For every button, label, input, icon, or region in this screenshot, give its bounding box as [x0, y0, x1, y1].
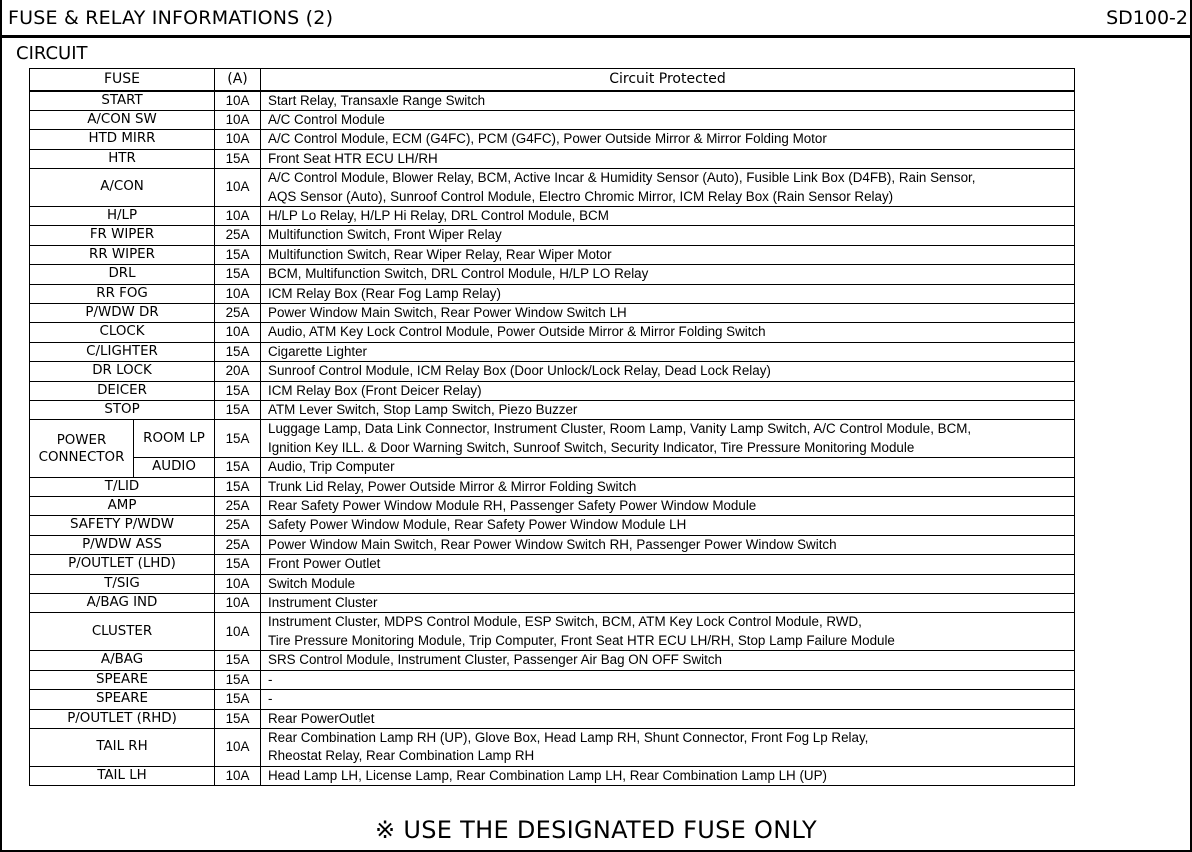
section-label: CIRCUIT: [16, 43, 88, 64]
circuit-cell: [261, 303, 1075, 322]
table-row: [30, 535, 1075, 554]
circuit-cell: [261, 497, 1075, 516]
table-row: [30, 728, 1075, 766]
table-row: [30, 206, 1075, 225]
circuit-line: A/C Control Module: [268, 111, 385, 127]
circuit-line: -: [268, 671, 273, 687]
circuit-cell: [261, 381, 1075, 400]
amperage-cell: 15A: [215, 709, 261, 728]
amperage-cell: 15A: [215, 477, 261, 496]
fuse-group-label: CONNECTOR: [38, 449, 125, 465]
fuse-name-cell: SPEARE: [30, 690, 215, 709]
circuit-cell: [261, 401, 1075, 420]
amperage-cell: 15A: [215, 555, 261, 574]
circuit-line: Luggage Lamp, Data Link Connector, Instrument Cluster, Room Lamp, Vanity Lamp Switch, A/C Control Module, BCM,: [268, 421, 972, 437]
fuse-name-cell: DR LOCK: [30, 362, 215, 381]
table-row: [30, 169, 1075, 207]
circuit-line: Ignition Key ILL. & Door Warning Switch, Sunroof Switch, Security Indicator, Tire Pressure Monitoring Module: [268, 439, 915, 455]
fuse-name-cell: ROOM LP: [134, 420, 215, 458]
fuse-name-cell: A/BAG: [30, 651, 215, 670]
circuit-line: Rear Safety Power Window Module RH, Passenger Safety Power Window Module: [268, 498, 757, 514]
circuit-cell: [261, 323, 1075, 342]
circuit-cell: [261, 574, 1075, 593]
amperage-cell: 15A: [215, 245, 261, 264]
circuit-cell: [261, 690, 1075, 709]
amperage-cell: 10A: [215, 728, 261, 766]
fuse-name-cell: STOP: [30, 401, 215, 420]
table-row: [30, 670, 1075, 689]
circuit-line: Sunroof Control Module, ICM Relay Box (Door Unlock/Lock Relay, Dead Lock Relay): [268, 363, 771, 379]
amperage-cell: 10A: [215, 766, 261, 785]
circuit-line: Multifunction Switch, Rear Wiper Relay, Rear Wiper Motor: [268, 246, 612, 262]
table-row: [30, 245, 1075, 264]
circuit-line: Front Seat HTR ECU LH/RH: [268, 150, 438, 166]
circuit-line: Audio, ATM Key Lock Control Module, Power Outside Mirror & Mirror Folding Switch: [268, 324, 766, 340]
circuit-line: A/C Control Module, ECM (G4FC), PCM (G4FC), Power Outside Mirror & Mirror Folding Motor: [268, 131, 827, 147]
circuit-line: Power Window Main Switch, Rear Power Window Switch RH, Passenger Power Window Switch: [268, 536, 837, 552]
table-row: [30, 477, 1075, 496]
fuse-name-cell: CLUSTER: [30, 613, 215, 651]
circuit-line: Multifunction Switch, Front Wiper Relay: [268, 227, 502, 243]
circuit-cell: [261, 206, 1075, 225]
table-row: [30, 284, 1075, 303]
table-row: [30, 420, 1075, 458]
circuit-cell: [261, 651, 1075, 670]
fuse-name-cell: AUDIO: [134, 458, 215, 477]
table-row: [30, 458, 1075, 477]
amperage-cell: 10A: [215, 284, 261, 303]
amperage-cell: 15A: [215, 690, 261, 709]
table-row: [30, 265, 1075, 284]
circuit-line: BCM, Multifunction Switch, DRL Control Module, H/LP LO Relay: [268, 266, 649, 282]
amperage-cell: 10A: [215, 323, 261, 342]
header-bar: [0, 0, 1192, 38]
circuit-line: AQS Sensor (Auto), Sunroof Control Module, Electro Chromic Mirror, ICM Relay Box (Rain Sensor Relay): [268, 188, 894, 204]
fuse-name-cell: A/CON SW: [30, 110, 215, 129]
fuse-name-cell: CLOCK: [30, 323, 215, 342]
fuse-group-cell: [30, 420, 134, 477]
table-row: [30, 303, 1075, 322]
amperage-cell: 15A: [215, 381, 261, 400]
table-row: [30, 110, 1075, 129]
circuit-cell: [261, 362, 1075, 381]
fuse-name-cell: A/CON: [30, 169, 215, 207]
table-row: [30, 516, 1075, 535]
fuse-name-cell: SAFETY P/WDW: [30, 516, 215, 535]
table-row: [30, 690, 1075, 709]
fuse-name-cell: T/SIG: [30, 574, 215, 593]
circuit-cell: [261, 265, 1075, 284]
table-row: [30, 226, 1075, 245]
fuse-name-cell: RR WIPER: [30, 245, 215, 264]
circuit-cell: [261, 555, 1075, 574]
column-header-fuse: FUSE: [30, 69, 215, 91]
circuit-cell: [261, 245, 1075, 264]
fuse-name-cell: P/WDW ASS: [30, 535, 215, 554]
circuit-cell: [261, 477, 1075, 496]
fuse-name-cell: TAIL RH: [30, 728, 215, 766]
fuse-name-cell: P/OUTLET (RHD): [30, 709, 215, 728]
document-code: SD100-2: [1106, 7, 1188, 29]
circuit-cell: [261, 709, 1075, 728]
amperage-cell: 25A: [215, 303, 261, 322]
circuit-line: Rear Combination Lamp RH (UP), Glove Box, Head Lamp RH, Shunt Connector, Front Fog Lp Relay,: [268, 729, 869, 745]
fuse-name-cell: HTR: [30, 149, 215, 168]
table-row: [30, 130, 1075, 149]
circuit-line: A/C Control Module, Blower Relay, BCM, Active Incar & Humidity Sensor (Auto), Fusible Link Box (D4FB), Rain Sensor,: [268, 170, 976, 186]
circuit-cell: [261, 516, 1075, 535]
amperage-cell: 15A: [215, 670, 261, 689]
amperage-cell: 10A: [215, 594, 261, 613]
fuse-name-cell: SPEARE: [30, 670, 215, 689]
fuse-name-cell: H/LP: [30, 206, 215, 225]
circuit-line: Front Power Outlet: [268, 556, 381, 572]
circuit-line: Head Lamp LH, License Lamp, Rear Combination Lamp LH, Rear Combination Lamp LH (UP): [268, 767, 827, 783]
circuit-line: Switch Module: [268, 575, 356, 591]
amperage-cell: 10A: [215, 91, 261, 111]
amperage-cell: 10A: [215, 130, 261, 149]
table-row: [30, 574, 1075, 593]
column-header-amperage: (A): [215, 69, 261, 91]
table-row: [30, 594, 1075, 613]
table-row: [30, 401, 1075, 420]
circuit-cell: [261, 613, 1075, 651]
circuit-line: -: [268, 691, 273, 707]
amperage-cell: 25A: [215, 535, 261, 554]
circuit-cell: [261, 110, 1075, 129]
amperage-cell: 15A: [215, 149, 261, 168]
table-row: [30, 555, 1075, 574]
circuit-cell: [261, 766, 1075, 785]
circuit-line: Instrument Cluster: [268, 595, 378, 611]
circuit-line: SRS Control Module, Instrument Cluster, Passenger Air Bag ON OFF Switch: [268, 652, 722, 668]
fuse-name-cell: START: [30, 91, 215, 111]
circuit-line: Rear PowerOutlet: [268, 710, 375, 726]
circuit-line: Safety Power Window Module, Rear Safety Power Window Module LH: [268, 517, 687, 533]
circuit-line: Tire Pressure Monitoring Module, Trip Computer, Front Seat HTR ECU LH/RH, Stop Lamp Failure Module: [268, 632, 895, 648]
circuit-cell: [261, 420, 1075, 458]
table-header-row: [30, 69, 1075, 91]
table-row: [30, 323, 1075, 342]
table-row: [30, 766, 1075, 785]
fuse-table: [29, 68, 1075, 786]
circuit-cell: [261, 149, 1075, 168]
circuit-line: ICM Relay Box (Front Deicer Relay): [268, 382, 482, 398]
circuit-cell: [261, 284, 1075, 303]
fuse-name-cell: RR FOG: [30, 284, 215, 303]
table-row: [30, 342, 1075, 361]
table-row: [30, 91, 1075, 111]
circuit-line: ICM Relay Box (Rear Fog Lamp Relay): [268, 285, 501, 301]
page-title: FUSE & RELAY INFORMATIONS (2): [8, 7, 334, 29]
amperage-cell: 20A: [215, 362, 261, 381]
table-row: [30, 149, 1075, 168]
amperage-cell: 25A: [215, 516, 261, 535]
footer-note: ※ USE THE DESIGNATED FUSE ONLY: [375, 816, 817, 844]
circuit-cell: [261, 342, 1075, 361]
table-row: [30, 651, 1075, 670]
fuse-name-cell: FR WIPER: [30, 226, 215, 245]
column-header-circuit: Circuit Protected: [261, 69, 1075, 91]
fuse-name-cell: DRL: [30, 265, 215, 284]
circuit-line: Rheostat Relay, Rear Combination Lamp RH: [268, 748, 535, 764]
amperage-cell: 10A: [215, 574, 261, 593]
table-row: [30, 362, 1075, 381]
circuit-line: Start Relay, Transaxle Range Switch: [268, 92, 486, 108]
circuit-line: Trunk Lid Relay, Power Outside Mirror & Mirror Folding Switch: [268, 478, 637, 494]
circuit-cell: [261, 535, 1075, 554]
fuse-name-cell: C/LIGHTER: [30, 342, 215, 361]
table-row: [30, 497, 1075, 516]
fuse-name-cell: P/WDW DR: [30, 303, 215, 322]
fuse-name-cell: T/LID: [30, 477, 215, 496]
circuit-line: Cigarette Lighter: [268, 343, 368, 359]
amperage-cell: 10A: [215, 613, 261, 651]
circuit-line: H/LP Lo Relay, H/LP Hi Relay, DRL Control Module, BCM: [268, 207, 609, 223]
amperage-cell: 15A: [215, 265, 261, 284]
circuit-cell: [261, 130, 1075, 149]
circuit-line: ATM Lever Switch, Stop Lamp Switch, Piezo Buzzer: [268, 402, 578, 417]
amperage-cell: 15A: [215, 401, 261, 420]
amperage-cell: 15A: [215, 458, 261, 477]
fuse-name-cell: A/BAG IND: [30, 594, 215, 613]
amperage-cell: 25A: [215, 497, 261, 516]
amperage-cell: 10A: [215, 206, 261, 225]
table-row: [30, 709, 1075, 728]
fuse-name-cell: TAIL LH: [30, 766, 215, 785]
table-row: [30, 613, 1075, 651]
table-row: [30, 381, 1075, 400]
amperage-cell: 25A: [215, 226, 261, 245]
fuse-group-label: POWER: [56, 432, 107, 448]
amperage-cell: 15A: [215, 651, 261, 670]
amperage-cell: 10A: [215, 169, 261, 207]
circuit-cell: [261, 226, 1075, 245]
fuse-name-cell: P/OUTLET (LHD): [30, 555, 215, 574]
fuse-name-cell: DEICER: [30, 381, 215, 400]
circuit-cell: [261, 91, 1075, 111]
fuse-table-body: [30, 91, 1075, 786]
fuse-name-cell: AMP: [30, 497, 215, 516]
amperage-cell: 10A: [215, 110, 261, 129]
circuit-line: Power Window Main Switch, Rear Power Window Switch LH: [268, 304, 627, 320]
amperage-cell: 15A: [215, 420, 261, 458]
circuit-cell: [261, 458, 1075, 477]
circuit-cell: [261, 728, 1075, 766]
fuse-name-cell: HTD MIRR: [30, 130, 215, 149]
circuit-line: Audio, Trip Computer: [268, 459, 395, 475]
circuit-cell: [261, 169, 1075, 207]
circuit-cell: [261, 594, 1075, 613]
circuit-line: Instrument Cluster, MDPS Control Module, ESP Switch, BCM, ATM Key Lock Control Module, RWD,: [268, 614, 862, 630]
amperage-cell: 15A: [215, 342, 261, 361]
circuit-cell: [261, 670, 1075, 689]
